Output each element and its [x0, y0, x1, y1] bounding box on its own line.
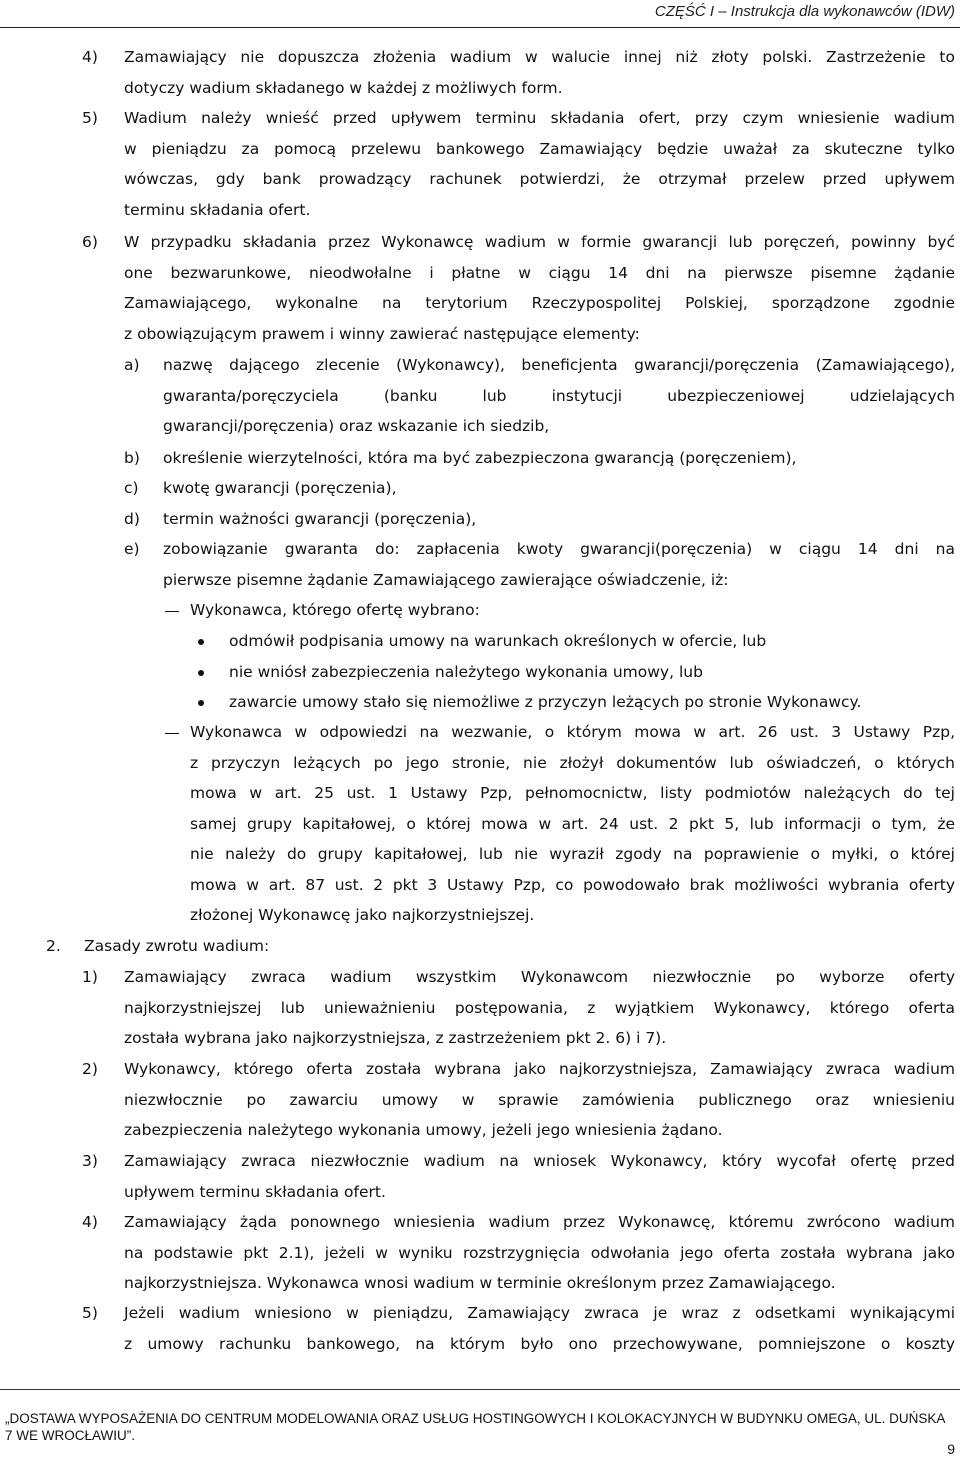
text-line: termin ważności gwarancji (poręczenia), — [163, 510, 477, 528]
text-line: zabezpieczenia należytego wykonania umowy, jeżeli jego wniesienia żądano. — [124, 1121, 723, 1139]
dash-marker — [165, 733, 179, 734]
item-number: 2) — [82, 1060, 98, 1078]
text-line: na podstawie pkt 2.1), jeżeli w wyniku rozstrzygnięcia odwołania jego oferta została wybrana jako — [124, 1243, 955, 1262]
item-number: 4) — [82, 48, 98, 66]
text-line: z obowiązującym prawem i winny zawierać następujące elementy: — [124, 324, 640, 343]
text-line: Zamawiający nie dopuszcza złożenia wadium w walucie innej niż złoty polski. Zastrzeżenie to — [124, 48, 955, 66]
item-text — [163, 473, 955, 504]
text-line: zobowiązanie gwaranta do: zapłacenia kwoty gwarancji(poręczenia) w ciągu 14 dni na — [163, 540, 955, 558]
item-number: d) — [124, 510, 140, 528]
text-line: z umowy rachunku bankowego, na którym było ono przechowywane, pomniejszone o koszty — [124, 1334, 955, 1353]
text-line: kwotę gwarancji (poręczenia), — [163, 479, 397, 497]
text-line: one bezwarunkowe, nieodwołalne i płatne w ciągu 14 dni na pierwsze pisemne żądanie — [124, 263, 955, 282]
header-divider — [0, 27, 960, 28]
dash-marker — [165, 611, 179, 612]
text-line: terminu składania ofert. — [124, 200, 311, 219]
item-number: 2. — [46, 937, 61, 955]
item-text — [124, 1146, 955, 1207]
item-text — [124, 42, 955, 103]
text-line: W przypadku składania przez Wykonawcę wadium w formie gwarancji lub poręczeń, powinny być — [124, 233, 955, 251]
document-header: CZĘŚĆ I – Instrukcja dla wykonawców (IDW) — [654, 3, 955, 20]
item-number: 5) — [82, 109, 98, 127]
item-text — [124, 1298, 955, 1359]
bullet-marker — [198, 700, 204, 706]
item-text — [229, 626, 955, 657]
item-text — [163, 534, 955, 595]
text-line: najkorzystniejsza. Wykonawca wnosi wadium w terminie określonym przez Zamawiającego. — [124, 1274, 836, 1292]
text-line: w pieniądzu za pomocą przelewu bankowego Zamawiający będzie uważał za skuteczne tylko — [124, 139, 955, 158]
item-number: 3) — [82, 1152, 98, 1170]
text-line: Wykonawca w odpowiedzi na wezwanie, o którym mowa w art. 26 ust. 3 Ustawy Pzp, — [190, 723, 955, 741]
item-text — [124, 227, 955, 349]
item-number: c) — [124, 479, 139, 497]
text-line: upływem terminu składania ofert. — [124, 1182, 386, 1201]
item-text — [163, 504, 955, 535]
item-text — [124, 1207, 955, 1299]
text-line: Jeżeli wadium wniesiono w pieniądzu, Zamawiający zwraca je wraz z odsetkami wynikającymi — [124, 1304, 955, 1322]
bullet-marker — [198, 639, 204, 645]
text-line: nie wniósł zabezpieczenia należytego wykonania umowy, lub — [229, 663, 703, 681]
text-line: zawarcie umowy stało się niemożliwe z przyczyn leżących po stronie Wykonawcy. — [229, 693, 862, 711]
text-line: dotyczy wadium składanego w każdej z możliwych form. — [124, 78, 563, 97]
text-line: złożonej Wykonawcę jako najkorzystniejszej. — [190, 906, 535, 924]
item-text — [190, 595, 955, 626]
item-number: 1) — [82, 968, 98, 986]
item-text — [124, 962, 955, 1054]
text-line: Wadium należy wnieść przed upływem terminu składania ofert, przy czym wniesienie wadium — [124, 109, 955, 127]
item-text — [229, 687, 955, 718]
text-line: mowa w art. 25 ust. 1 Ustawy Pzp, pełnomocnictw, listy podmiotów należących do tej — [190, 784, 955, 802]
item-number: 4) — [82, 1213, 98, 1231]
item-text — [229, 657, 955, 688]
text-line: Zamawiający zwraca niezwłocznie wadium na wniosek Wykonawcy, który wycofał ofertę przed — [124, 1152, 955, 1170]
text-line: Wykonawcy, którego oferta została wybrana jako najkorzystniejsza, Zamawiający zwraca wadium — [124, 1060, 955, 1078]
footer-divider — [0, 1389, 960, 1390]
text-line: gwaranta/poręczyciela (banku lub instytucji ubezpieczeniowej udzielających — [163, 386, 955, 405]
text-line: określenie wierzytelności, która ma być zabezpieczona gwarancją (poręczeniem), — [163, 449, 797, 467]
text-line: Zasady zwrotu wadium: — [84, 937, 270, 955]
text-line: nazwę dającego zlecenie (Wykonawcy), beneficjenta gwarancji/poręczenia (Zamawiającego), — [163, 356, 955, 374]
text-line: pierwsze pisemne żądanie Zamawiającego zawierające oświadczenie, iż: — [163, 570, 729, 589]
item-text — [163, 350, 955, 442]
text-line: nie należy do grupy kapitałowej, lub nie wyraził zgody na poprawienie o myłki, o której — [190, 845, 955, 863]
text-line: Zamawiającego, wykonalne na terytorium Rzeczypospolitej Polskiej, sporządzone zgodnie — [124, 294, 955, 312]
item-text — [163, 443, 955, 474]
text-line: z przyczyn leżących po jego stronie, nie złożył dokumentów lub oświadczeń, o których — [190, 753, 955, 772]
text-line: samej grupy kapitałowej, o której mowa w art. 24 ust. 2 pkt 5, lub informacji o tym, że — [190, 814, 955, 833]
text-line: Zamawiający żąda ponownego wniesienia wadium przez Wykonawcę, któremu zwrócono wadium — [124, 1213, 955, 1231]
text-line: najkorzystniejszej lub unieważnieniu postępowania, z wyjątkiem Wykonawcy, którego oferta — [124, 998, 955, 1017]
footer-title-line-2: 7 WE WROCŁAWIU”. — [5, 1428, 135, 1443]
text-line: odmówił podpisania umowy na warunkach określonych w ofercie, lub — [229, 632, 767, 650]
text-line: została wybrana jako najkorzystniejsza, z zastrzeżeniem pkt 2. 6) i 7). — [124, 1029, 667, 1047]
item-number: 6) — [82, 233, 98, 251]
item-text — [84, 931, 954, 962]
item-text — [124, 103, 955, 225]
document-footer — [5, 1410, 955, 1444]
text-line: wówczas, gdy bank prowadzący rachunek potwierdzi, że otrzymał przelew przed upływem — [124, 170, 955, 188]
item-text — [190, 717, 955, 931]
item-number: a) — [124, 356, 140, 374]
item-text — [124, 1054, 955, 1146]
footer-title-line-1: „DOSTAWA WYPOSAŻENIA DO CENTRUM MODELOWANIA ORAZ USŁUG HOSTINGOWYCH I KOLOKACYJNYCH W BUDYNKU OMEGA, UL. DUŃSKA — [5, 1411, 946, 1426]
item-number: e) — [124, 540, 140, 558]
bullet-marker — [198, 670, 204, 676]
text-line: gwarancji/poręczenia) oraz wskazanie ich siedzib, — [163, 417, 550, 435]
item-number: 5) — [82, 1304, 98, 1322]
page-number: 9 — [947, 1441, 955, 1457]
text-line: mowa w art. 87 ust. 2 pkt 3 Ustawy Pzp, co powodowało brak możliwości wybrania oferty — [190, 875, 955, 894]
text-line: niezwłocznie po zawarciu umowy w sprawie zamówienia publicznego oraz wniesieniu — [124, 1090, 955, 1109]
item-number: b) — [124, 449, 140, 467]
text-line: Zamawiający zwraca wadium wszystkim Wykonawcom niezwłocznie po wyborze oferty — [124, 968, 955, 986]
text-line: Wykonawca, którego ofertę wybrano: — [190, 601, 480, 619]
